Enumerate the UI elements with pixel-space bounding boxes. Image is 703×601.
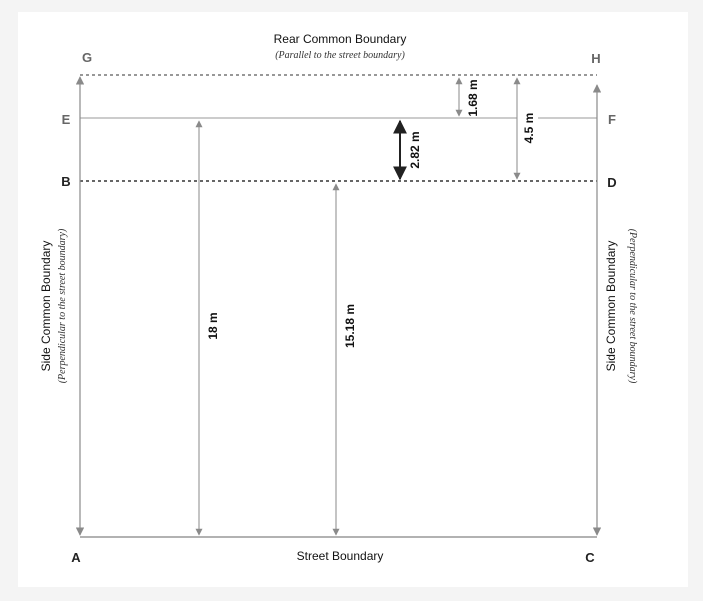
point-label-f: F [608, 112, 616, 127]
dim-label-18: 18 m [206, 312, 220, 340]
point-label-a: A [71, 550, 81, 565]
right-side-boundary-title: Side Common Boundary [604, 240, 618, 372]
dim-label-4-5: 4.5 m [522, 112, 536, 144]
point-label-h: H [591, 51, 601, 66]
point-label-c: C [585, 550, 595, 565]
point-label-g: G [81, 50, 93, 65]
rear-boundary-title: Rear Common Boundary [273, 32, 407, 46]
point-label-b: B [61, 174, 71, 189]
dim-label-15-18: 15.18 m [343, 303, 357, 349]
right-side-boundary-subtitle: (Perpendicular to the street boundary) [627, 228, 638, 384]
dim-label-1-68: 1.68 m [466, 79, 480, 117]
dim-label-2-82: 2.82 m [408, 131, 422, 169]
left-side-boundary-title: Side Common Boundary [39, 240, 53, 372]
point-label-d: D [607, 175, 617, 190]
rear-boundary-subtitle: (Parallel to the street boundary) [275, 50, 405, 61]
left-side-boundary-subtitle: (Perpendicular to the street boundary) [57, 228, 68, 384]
street-boundary-title: Street Boundary [296, 549, 384, 563]
page-panel [18, 12, 688, 587]
point-label-e: E [61, 112, 71, 127]
